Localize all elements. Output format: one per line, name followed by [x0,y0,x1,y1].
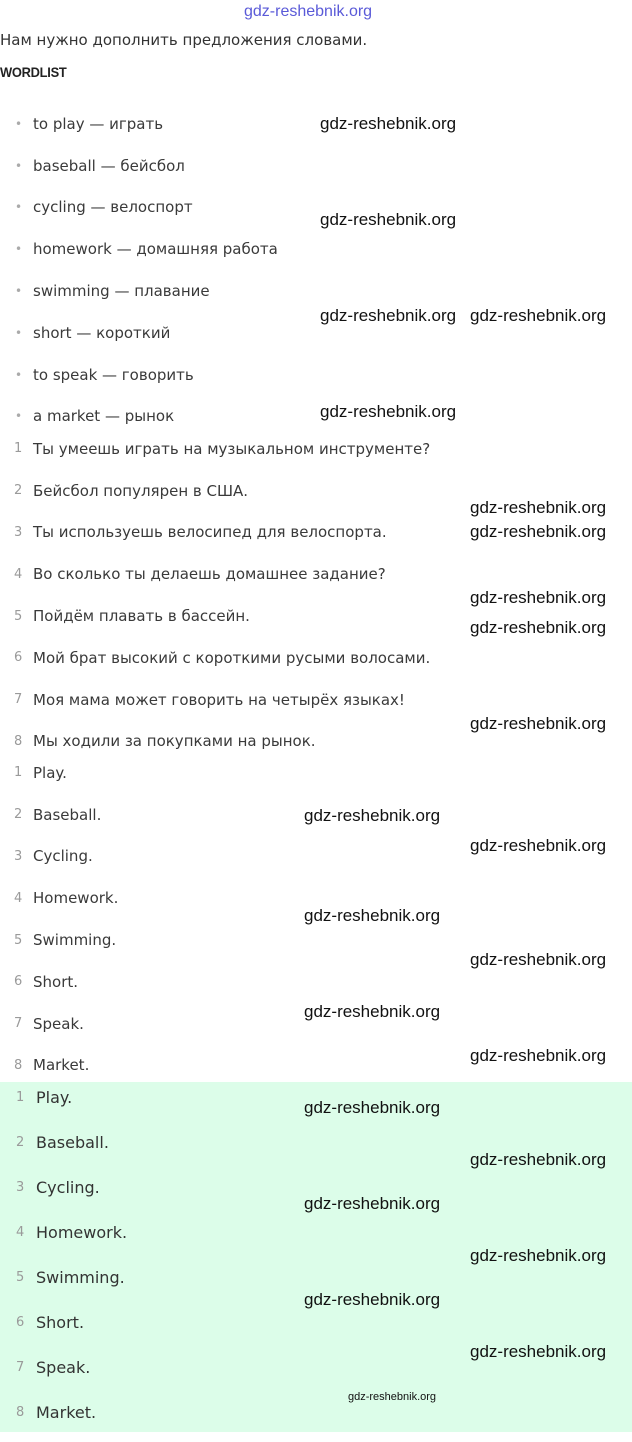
watermark-text: gdz-reshebnik.org [470,714,607,733]
item-text: Baseball. [36,1133,109,1152]
wordlist-item-text: cycling — велоспорт [33,198,193,217]
item-text: Мы ходили за покупками на рынок. [33,732,316,751]
item-text: Пойдём плавать в бассейн. [33,607,250,626]
bullet-icon: • [15,367,23,382]
item-number: 7 [14,1016,23,1032]
item-text: Market. [36,1403,97,1422]
watermark-text: gdz-reshebnik.org [304,906,441,925]
watermark-text: gdz-reshebnik.org [304,1098,441,1117]
bullet-icon: • [15,200,23,215]
wordlist-item-text: baseball — бейсбол [33,156,185,175]
item-text: Speak. [33,1014,84,1033]
item-text: Play. [36,1088,73,1107]
watermark-text: gdz-reshebnik.org [470,836,607,855]
item-text: Play. [33,763,67,782]
item-text: Homework. [36,1223,128,1242]
item-number: 7 [14,692,23,708]
bullet-icon: • [15,242,23,257]
wordlist-item [0,103,632,145]
watermark-text: gdz-reshebnik.org [470,588,607,607]
item-number: 2 [16,1135,25,1150]
item-number: 1 [14,765,23,781]
watermark-text: gdz-reshebnik.org [470,1246,607,1265]
item-number: 4 [16,1225,25,1240]
item-number: 1 [16,1090,25,1105]
list-item [0,637,632,679]
item-text: Short. [33,972,79,991]
item-number: 3 [14,524,23,540]
item-text: Swimming. [33,931,117,950]
item-text: Мой брат высокий с короткими русыми волосами. [33,648,431,667]
item-number: 1 [14,441,23,457]
item-text: Speak. [36,1358,91,1377]
wordlist [0,103,632,437]
watermark-text: gdz-reshebnik.org [304,806,441,825]
item-text: Бейсбол популярен в США. [33,481,249,500]
item-text: Cycling. [33,847,93,866]
watermark-text: gdz-reshebnik.org [470,1342,607,1361]
item-number: 6 [14,974,23,990]
list-item [0,428,632,470]
watermark-text: gdz-reshebnik.org [304,1194,441,1213]
watermark-text: gdz-reshebnik.org [470,498,607,517]
wordlist-item-text: swimming — плавание [33,282,210,301]
item-text: Во сколько ты делаешь домашнее задание? [33,565,386,584]
item-text: Swimming. [36,1268,125,1287]
wordlist-item [0,145,632,187]
item-text: Ты используешь велосипед для велоспорта. [33,523,387,542]
watermark-text: gdz-reshebnik.org [470,1150,607,1169]
item-number: 6 [14,650,23,666]
item-text: Моя мама может говорить на четырёх языках! [33,690,405,709]
watermark-text: gdz-reshebnik.org [470,522,607,541]
item-number: 8 [14,1057,23,1073]
list-item [0,752,632,794]
item-number: 8 [14,733,23,749]
item-number: 6 [16,1315,25,1330]
bullet-icon: • [15,116,23,131]
list-item [0,1397,632,1442]
watermark-text: gdz-reshebnik.org [470,1046,607,1065]
item-number: 5 [14,608,23,624]
watermark-text: gdz-reshebnik.org [470,950,607,969]
item-text: Market. [33,1056,90,1075]
item-number: 2 [14,483,23,499]
item-text: Homework. [33,889,119,908]
watermark-text: gdz-reshebnik.org [320,210,457,229]
item-number: 5 [14,932,23,948]
item-number: 7 [16,1360,25,1375]
item-text: Short. [36,1313,85,1332]
wordlist-heading: WORDLIST [0,64,67,80]
watermark-text: gdz-reshebnik.org [304,1290,441,1309]
wordlist-item [0,354,632,396]
wordlist-item-text: homework — домашняя работа [33,240,278,259]
item-text: Cycling. [36,1178,100,1197]
bullet-icon: • [15,325,23,340]
item-number: 3 [16,1180,25,1195]
bullet-icon: • [15,284,23,299]
watermark-text: gdz-reshebnik.org [320,306,457,325]
item-text: Baseball. [33,805,102,824]
item-number: 2 [14,807,23,823]
item-number: 5 [16,1270,25,1285]
bullet-icon: • [15,409,23,424]
item-number: 8 [16,1405,25,1420]
watermark-text: gdz-reshebnik.org [470,618,607,637]
bullet-icon: • [15,158,23,173]
watermark-text: gdz-reshebnik.org [244,3,373,20]
wordlist-item-text: to play — играть [33,114,164,133]
item-number: 4 [14,566,23,582]
item-text: Ты умеешь играть на музыкальном инструменте? [33,439,431,458]
intro-text: Нам нужно дополнить предложения словами. [0,31,368,49]
wordlist-item [0,187,632,229]
wordlist-item-text: a market — рынок [33,407,175,426]
watermark-text: gdz-reshebnik.org [470,306,607,325]
watermark-text: gdz-reshebnik.org [320,114,457,133]
watermark-text: gdz-reshebnik.org [320,402,457,421]
wordlist-item [0,228,632,270]
watermark-text: gdz-reshebnik.org [348,1391,437,1403]
wordlist-item-text: to speak — говорить [33,365,194,384]
wordlist-item-text: short — короткий [33,323,171,342]
item-number: 4 [14,890,23,906]
watermark-text: gdz-reshebnik.org [304,1002,441,1021]
item-number: 3 [14,848,23,864]
